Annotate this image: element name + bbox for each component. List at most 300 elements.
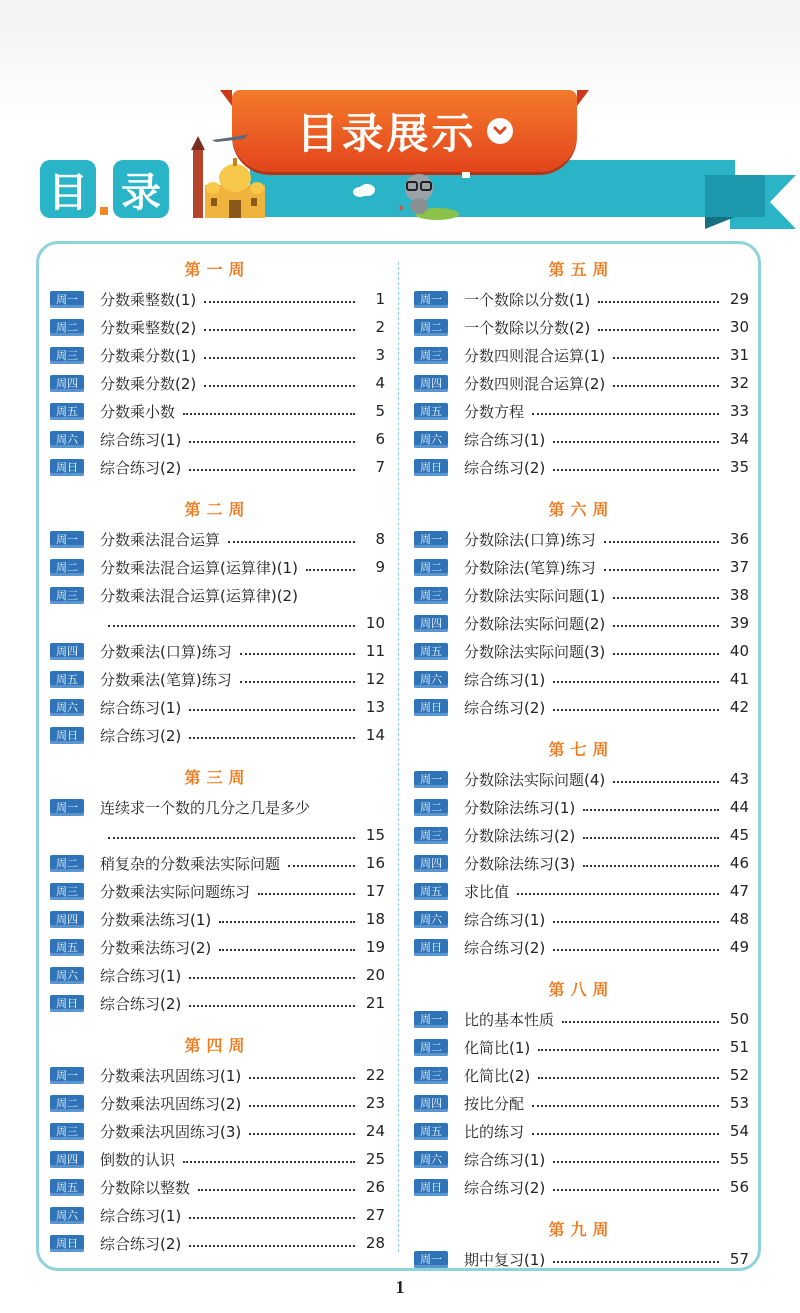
entry-page: 28 [365,1234,385,1252]
entry-title: 分数四则混合运算(1) [464,346,606,365]
day-badge: 周日 [414,459,448,476]
leader-dots [562,1021,719,1023]
entry-page: 34 [729,430,749,448]
leader-dots [613,781,719,783]
leader-dots [532,1133,719,1135]
toc-entry[interactable] [50,581,385,609]
leader-dots [108,837,355,839]
leader-dots [183,1161,355,1163]
day-badge: 周五 [414,883,448,900]
toc-entry[interactable] [50,637,385,665]
day-badge: 周四 [50,375,84,392]
toc-entry[interactable] [50,793,385,821]
week-gap [414,721,749,735]
cloud-icon [352,183,376,197]
toc-entry[interactable] [50,313,385,341]
toc-entry[interactable] [50,1145,385,1173]
leader-dots [613,625,719,627]
day-badge: 周五 [414,1123,448,1140]
entry-title: 综合练习(2) [464,1178,546,1197]
entry-title: 综合练习(1) [100,966,182,985]
entry-page: 1 [375,290,385,308]
toc-entry[interactable] [50,285,385,313]
toc-entry[interactable] [50,453,385,481]
leader-dots [219,949,355,951]
entry-page: 27 [365,1206,385,1224]
day-badge: 周四 [414,855,448,872]
day-badge: 周六 [50,1207,84,1224]
day-badge: 周四 [50,643,84,660]
toc-entry[interactable] [50,1229,385,1257]
entry-title: 稍复杂的分数乘法实际问题 [100,854,281,873]
entry-title: 分数乘法混合运算 [100,530,221,549]
ribbon-tail [705,175,795,230]
entry-title: 求比值 [464,882,510,901]
entry-title: 综合练习(1) [464,670,546,689]
toc-entry[interactable] [50,425,385,453]
entry-page: 7 [375,458,385,476]
leader-dots [228,541,355,543]
toc-entry[interactable] [414,765,749,793]
toc-entry[interactable] [414,933,749,961]
toc-entry[interactable] [414,665,749,693]
toc-entry[interactable] [50,1089,385,1117]
week-title: 第六周 [548,500,615,519]
leader-dots [604,569,719,571]
leader-dots [553,441,719,443]
day-badge: 周六 [414,1151,448,1168]
entry-title: 分数乘法巩固练习(1) [100,1066,242,1085]
toc-entry[interactable] [50,397,385,425]
entry-title: 期中复习(1) [464,1250,546,1269]
column-divider [398,262,399,1252]
toc-entry[interactable] [414,905,749,933]
day-badge: 周日 [414,699,448,716]
entry-title: 分数除法实际问题(4) [464,770,606,789]
leader-dots [598,301,719,303]
entry-page: 16 [365,854,385,872]
day-badge: 周三 [50,587,84,604]
toc-entry[interactable] [50,525,385,553]
entry-page: 29 [729,290,749,308]
toc-entry[interactable] [414,1033,749,1061]
entry-page: 57 [729,1250,749,1268]
leader-dots [189,1005,355,1007]
entry-title: 综合练习(2) [100,458,182,477]
week-gap [50,481,385,495]
entry-title: 综合练习(1) [464,910,546,929]
leader-dots [189,1245,355,1247]
entry-title: 倒数的认识 [100,1150,176,1169]
day-badge: 周二 [414,559,448,576]
leader-dots [583,837,719,839]
entry-title: 综合练习(1) [100,698,182,717]
leader-dots [189,441,355,443]
entry-title: 分数除法实际问题(2) [464,614,606,633]
week-title: 第七周 [548,740,615,759]
leader-dots [583,865,719,867]
entry-page: 31 [729,346,749,364]
day-badge: 周六 [414,431,448,448]
entry-page: 2 [375,318,385,336]
day-badge: 周二 [50,319,84,336]
entry-title: 分数除法实际问题(3) [464,642,606,661]
toc-entry[interactable] [50,877,385,905]
toc-entry[interactable] [50,989,385,1017]
week-gap [50,749,385,763]
entry-page: 48 [729,910,749,928]
entry-page: 13 [365,698,385,716]
day-badge: 周五 [50,1179,84,1196]
day-badge: 周六 [414,671,448,688]
entry-page: 4 [375,374,385,392]
leader-dots [613,357,719,359]
toc-entry[interactable] [414,581,749,609]
toc-entry[interactable] [414,369,749,397]
day-badge: 周三 [50,883,84,900]
day-badge: 周二 [50,559,84,576]
leader-dots [583,809,719,811]
week-gap [414,961,749,975]
toc-entry[interactable] [50,1117,385,1145]
toc-entry[interactable] [414,341,749,369]
toc-entry[interactable] [414,637,749,665]
entry-title: 分数乘法巩固练习(2) [100,1094,242,1113]
toc-entry[interactable] [50,1201,385,1229]
toc-entry[interactable] [414,1005,749,1033]
day-badge: 周日 [50,459,84,476]
week-title: 第五周 [548,260,615,279]
entry-title: 化简比(2) [464,1066,531,1085]
toc-entry[interactable] [50,961,385,989]
toc-entry[interactable] [50,1061,385,1089]
entry-page: 15 [365,826,385,844]
toc-entry[interactable] [414,609,749,637]
entry-page: 32 [729,374,749,392]
day-badge: 周一 [50,799,84,816]
toc-entry[interactable] [414,313,749,341]
leader-dots [598,329,719,331]
entry-title: 按比分配 [464,1094,525,1113]
day-badge: 周二 [50,1095,84,1112]
entry-title: 比的练习 [464,1122,525,1141]
leader-dots [219,921,355,923]
leader-dots [108,625,355,627]
toc-entry[interactable] [414,553,749,581]
entry-title: 综合练习(2) [100,726,182,745]
entry-page: 37 [729,558,749,576]
entry-page: 9 [375,558,385,576]
leader-dots [198,1189,355,1191]
entry-title: 综合练习(2) [464,458,546,477]
toc-entry[interactable] [414,1173,749,1201]
toc-entry[interactable] [50,933,385,961]
entry-title: 连续求一个数的几分之几是多少 [100,798,311,817]
leader-dots [604,541,719,543]
entry-title: 综合练习(1) [100,430,182,449]
entry-title: 一个数除以分数(2) [464,318,591,337]
entry-title: 分数乘分数(2) [100,374,197,393]
day-badge: 周四 [50,911,84,928]
leader-dots [553,469,719,471]
day-badge: 周六 [50,431,84,448]
toc-entry[interactable] [414,525,749,553]
entry-page: 25 [365,1150,385,1168]
leader-dots [553,709,719,711]
entry-page: 54 [729,1122,749,1140]
leader-dots [249,1077,355,1079]
entry-page: 14 [365,726,385,744]
entry-page: 42 [729,698,749,716]
toc-entry[interactable] [414,425,749,453]
toc-column-right [414,255,749,1273]
entry-page: 51 [729,1038,749,1056]
toc-entry[interactable] [50,1173,385,1201]
entry-title: 分数除法(笔算)练习 [464,558,596,577]
entry-title: 分数除法练习(1) [464,798,576,817]
day-badge: 周六 [50,699,84,716]
toc-entry[interactable] [414,1245,749,1273]
entry-page: 50 [729,1010,749,1028]
entry-page: 40 [729,642,749,660]
entry-title: 综合练习(2) [100,1234,182,1253]
airplane-icon [210,130,250,146]
leader-dots [204,301,355,303]
day-badge: 周日 [50,727,84,744]
leader-dots [532,1105,719,1107]
entry-page: 8 [375,530,385,548]
entry-page: 5 [375,402,385,420]
leader-dots [553,1161,719,1163]
entry-title: 分数乘整数(1) [100,290,197,309]
day-badge: 周四 [414,375,448,392]
leader-dots [288,865,355,867]
leader-dots [189,709,355,711]
leader-dots [189,469,355,471]
day-badge: 周三 [414,347,448,364]
leader-dots [553,1189,719,1191]
entry-page: 26 [365,1178,385,1196]
entry-page: 53 [729,1094,749,1112]
leader-dots [189,1217,355,1219]
entry-title: 化简比(1) [464,1038,531,1057]
day-badge: 周四 [414,615,448,632]
toc-entry[interactable] [50,693,385,721]
entry-title: 分数乘分数(1) [100,346,197,365]
day-badge: 周三 [50,347,84,364]
entry-page: 41 [729,670,749,688]
toc-entry-continuation[interactable] [50,609,385,637]
entry-title: 分数四则混合运算(2) [464,374,606,393]
leader-dots [240,681,355,683]
toc-entry[interactable] [50,849,385,877]
entry-title: 分数乘小数 [100,402,176,421]
leader-dots [258,893,355,895]
mascot-illustration [395,168,460,220]
toc-entry[interactable] [414,1117,749,1145]
leader-dots [249,1105,355,1107]
toc-entry[interactable] [50,721,385,749]
week-title: 第三周 [184,768,251,787]
entry-page: 20 [365,966,385,984]
entry-title: 分数除以整数 [100,1178,191,1197]
day-badge: 周四 [414,1095,448,1112]
entry-page: 3 [375,346,385,364]
toc-entry[interactable] [50,905,385,933]
day-badge: 周一 [414,531,448,548]
leader-dots [538,1049,719,1051]
day-badge: 周五 [414,403,448,420]
entry-page: 18 [365,910,385,928]
day-badge: 周三 [414,587,448,604]
ribbon-mark [462,172,470,178]
entry-title: 分数乘法练习(1) [100,910,212,929]
leader-dots [240,653,355,655]
day-badge: 周三 [50,1123,84,1140]
leader-dots [189,977,355,979]
banner [232,90,577,172]
entry-title: 一个数除以分数(1) [464,290,591,309]
entry-page: 24 [365,1122,385,1140]
leader-dots [613,597,719,599]
day-badge: 周一 [50,1067,84,1084]
leader-dots [249,1133,355,1135]
toc-entry[interactable] [414,877,749,905]
entry-page: 56 [729,1178,749,1196]
entry-page: 39 [729,614,749,632]
leader-dots [306,569,355,571]
toc-entry[interactable] [414,693,749,721]
entry-title: 综合练习(1) [464,430,546,449]
day-badge: 周二 [414,799,448,816]
banner-title-text: 目录展示 [296,109,477,158]
entry-title: 综合练习(2) [464,938,546,957]
entry-title: 分数乘法(口算)练习 [100,642,232,661]
entry-page: 30 [729,318,749,336]
toc-entry[interactable] [50,369,385,397]
entry-title: 分数方程 [464,402,525,421]
entry-title: 分数除法练习(3) [464,854,576,873]
toc-entry[interactable] [50,341,385,369]
toc-entry[interactable] [414,397,749,425]
toc-entry[interactable] [50,553,385,581]
entry-page: 35 [729,458,749,476]
entry-page: 47 [729,882,749,900]
day-badge: 周日 [50,995,84,1012]
day-badge: 周五 [414,643,448,660]
toc-entry-continuation[interactable] [50,821,385,849]
day-badge: 周三 [414,1067,448,1084]
entry-page: 6 [375,430,385,448]
entry-page: 10 [365,614,385,632]
toc-entry[interactable] [50,665,385,693]
entry-page: 17 [365,882,385,900]
entry-title: 分数除法实际问题(1) [464,586,606,605]
day-badge: 周六 [414,911,448,928]
leader-dots [553,949,719,951]
day-badge: 周一 [414,291,448,308]
heading-char-mu: 目 [40,160,96,218]
week-title: 第四周 [184,1036,251,1055]
toc-entry[interactable] [414,793,749,821]
leader-dots [517,893,719,895]
leader-dots [613,385,719,387]
week-gap [50,1017,385,1031]
entry-page: 44 [729,798,749,816]
entry-page: 11 [365,642,385,660]
toc-entry[interactable] [414,453,749,481]
entry-page: 12 [365,670,385,688]
toc-entry[interactable] [414,1145,749,1173]
toc-entry[interactable] [414,1061,749,1089]
day-badge: 周二 [50,855,84,872]
entry-title: 综合练习(2) [464,698,546,717]
toc-entry[interactable] [414,849,749,877]
entry-title: 比的基本性质 [464,1010,555,1029]
entry-title: 分数乘法巩固练习(3) [100,1122,242,1141]
day-badge: 周五 [50,403,84,420]
entry-page: 22 [365,1066,385,1084]
entry-title: 分数乘法混合运算(运算律)(1) [100,558,298,577]
entry-title: 分数乘法实际问题练习 [100,882,251,901]
day-badge: 周三 [414,827,448,844]
leader-dots [532,413,719,415]
page-number: 1 [395,1277,405,1297]
leader-dots [183,413,355,415]
entry-title: 分数除法练习(2) [464,826,576,845]
toc-entry[interactable] [414,821,749,849]
entry-page: 36 [729,530,749,548]
week-title: 第八周 [548,980,615,999]
entry-title: 分数乘法练习(2) [100,938,212,957]
week-gap [414,1201,749,1215]
day-badge: 周日 [414,939,448,956]
entry-title: 综合练习(1) [100,1206,182,1225]
leader-dots [204,357,355,359]
leader-dots [553,921,719,923]
entry-page: 43 [729,770,749,788]
leader-dots [189,737,355,739]
leader-dots [553,1261,719,1263]
toc-entry[interactable] [414,285,749,313]
day-badge: 周二 [414,1039,448,1056]
entry-title: 分数除法(口算)练习 [464,530,596,549]
week-title: 第九周 [548,1220,615,1239]
day-badge: 周日 [414,1179,448,1196]
entry-title: 综合练习(1) [464,1150,546,1169]
leader-dots [204,329,355,331]
entry-page: 21 [365,994,385,1012]
entry-page: 55 [729,1150,749,1168]
entry-page: 23 [365,1094,385,1112]
day-badge: 周一 [414,771,448,788]
day-badge: 周一 [50,291,84,308]
heading-dot [100,207,108,215]
week-title: 第一周 [184,260,251,279]
entry-title: 分数乘法混合运算(运算律)(2) [100,586,298,605]
day-badge: 周五 [50,939,84,956]
toc-entry[interactable] [414,1089,749,1117]
week-gap [414,481,749,495]
leader-dots [204,385,355,387]
day-badge: 周六 [50,967,84,984]
toc-column-left [50,255,385,1257]
leader-dots [538,1077,719,1079]
day-badge: 周一 [414,1011,448,1028]
entry-page: 52 [729,1066,749,1084]
chevron-down-icon[interactable] [487,118,513,144]
entry-page: 33 [729,402,749,420]
